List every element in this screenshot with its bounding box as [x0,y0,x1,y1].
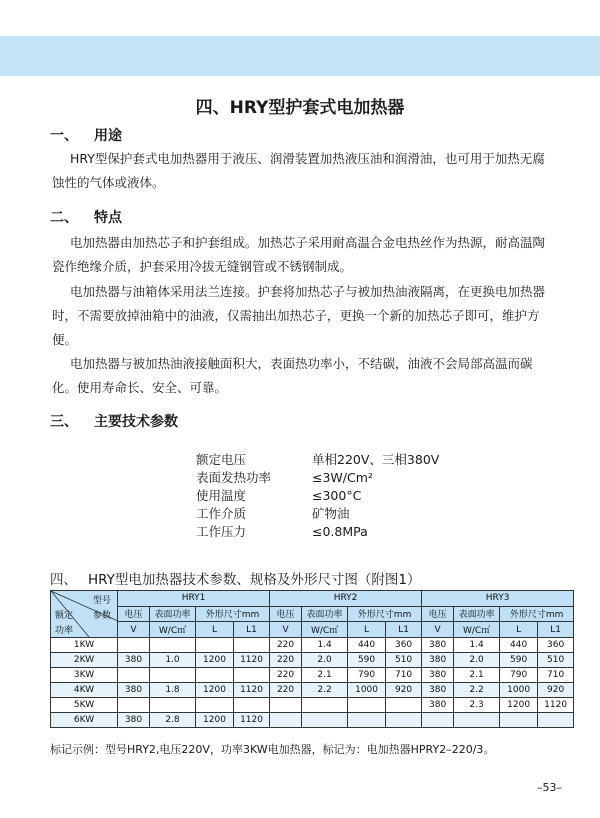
hry3-length-l-cell: 590 [500,653,538,668]
hry2-voltage-cell: 220 [270,653,302,668]
unit-l1: L1 [538,622,574,638]
hry2-voltage-cell: 220 [270,668,302,683]
hry1-length-l-cell [196,638,234,653]
unit-l1: L1 [386,622,422,638]
param-row [196,451,439,469]
hry3-length-l-cell: 1000 [500,683,538,698]
hry1-voltage-cell: 380 [118,713,150,728]
hry3-length-l1-cell: 710 [538,668,574,683]
table-header-row-units [51,622,574,638]
unit-v: V [422,622,454,638]
hry1-surface-power-cell [150,668,196,683]
hry3-length-l-cell [500,713,538,728]
hry3-surface-power-cell [454,713,500,728]
section-2-title: 特点 [94,210,122,226]
hry2-length-l1-cell [386,698,422,713]
hry1-voltage-cell: 380 [118,683,150,698]
page-number: –53– [537,781,562,794]
spec-table-body [51,638,574,728]
hry3-length-l1-cell: 920 [538,683,574,698]
table-row [51,653,574,668]
section-3-title: 主要技术参数 [94,414,178,430]
hry1-voltage-cell: 380 [118,653,150,668]
hry3-length-l1-cell [538,713,574,728]
hry3-surface-power-cell: 2.2 [454,683,500,698]
col-header-surface-power: 表面功率 [454,606,500,622]
hry1-voltage-cell [118,698,150,713]
section-2-heading [50,207,122,227]
section-3-heading [50,411,178,431]
hry2-voltage-cell: 220 [270,638,302,653]
power-cell: 2KW [51,653,118,668]
spec-params-list [196,451,439,541]
section-2-number: 二、 [50,210,78,226]
section-3-number: 三、 [50,414,78,430]
unit-w-per-cm2: W/C㎡ [150,622,196,638]
hry2-length-l1-cell: 510 [386,653,422,668]
hry1-surface-power-cell: 2.8 [150,713,196,728]
unit-w-per-cm2: W/C㎡ [302,622,348,638]
section-1-number: 一、 [50,128,78,144]
param-value: 矿物油 [312,506,350,521]
section-1-heading [50,125,122,145]
unit-w-per-cm2: W/C㎡ [454,622,500,638]
table-corner-cell [51,591,118,638]
hry3-length-l-cell: 1200 [500,698,538,713]
table-header-row-params [51,606,574,622]
table-header-row-models [51,591,574,607]
unit-l1: L1 [234,622,270,638]
hry2-voltage-cell [270,698,302,713]
hry1-length-l1-cell: 1120 [234,653,270,668]
corner-label-rated: 额定 [55,611,74,621]
table-row [51,713,574,728]
model-header-hry1: HRY1 [118,591,270,607]
col-header-dimensions: 外形尺寸mm [348,606,422,622]
col-header-voltage: 电压 [422,606,454,622]
hry3-length-l-cell: 440 [500,638,538,653]
hry2-length-l-cell: 790 [348,668,386,683]
param-label: 额定电压 [196,452,247,467]
hry2-surface-power-cell: 2.0 [302,653,348,668]
hry2-length-l1-cell [386,713,422,728]
hry2-surface-power-cell: 1.4 [302,638,348,653]
param-value: ≤300°C [312,488,362,503]
col-header-dimensions: 外形尺寸mm [196,606,270,622]
hry1-length-l-cell [196,698,234,713]
section-1-title: 用途 [94,128,122,144]
section-4-heading [50,568,421,588]
hry2-surface-power-cell [302,698,348,713]
hry3-length-l1-cell: 510 [538,653,574,668]
page-title: 四、HRY型护套式电加热器 [195,98,405,118]
hry2-surface-power-cell: 2.1 [302,668,348,683]
hry3-length-l-cell: 790 [500,668,538,683]
hry3-length-l1-cell: 1120 [538,698,574,713]
model-header-hry3: HRY3 [422,591,574,607]
col-header-voltage: 电压 [270,606,302,622]
hry2-length-l-cell [348,698,386,713]
section-2-paragraph-3: 电加热器与被加热油液接触面积大，表面热功率小，不结碳，油液不会局部高温而碳化。使用寿命长、安全、可靠。 [52,356,533,395]
hry3-surface-power-cell: 2.1 [454,668,500,683]
marking-example-note: 标记示例：型号HRY2,电压220V，功率3KW电加热器，标记为：电加热器HPRY2–220/3。 [50,743,495,756]
table-row [51,638,574,653]
power-cell: 6KW [51,713,118,728]
section-2-paragraph-1: 电加热器由加热芯子和护套组成。加热芯子采用耐高温合金电热丝作为热源，耐高温陶瓷作绝缘介质，护套采用冷拔无缝钢管或不锈钢制成。 [52,235,546,274]
hry2-voltage-cell [270,713,302,728]
unit-l: L [500,622,538,638]
hry2-length-l-cell: 1000 [348,683,386,698]
corner-label-param: 参数 [92,611,111,621]
table-row [51,668,574,683]
hry2-length-l1-cell: 710 [386,668,422,683]
hry2-surface-power-cell [302,713,348,728]
section-1-paragraph: HRY型保护套式电加热器用于液压、润滑装置加热液压油和润滑油，也可用于加热无腐蚀性的气体或液体。 [52,151,545,190]
power-cell: 1KW [51,638,118,653]
hry1-surface-power-cell: 1.8 [150,683,196,698]
section-2-paragraph-2: 电加热器与油箱体采用法兰连接。护套将加热芯子与被加热油液隔离，在更换电加热器时，不需要放掉油箱中的油液，仅需抽出加热芯子，更换一个新的加热芯子即可，维护方便。 [52,284,546,347]
hry3-voltage-cell: 380 [422,653,454,668]
hry1-surface-power-cell [150,698,196,713]
param-label: 工作压力 [196,524,247,539]
hry2-length-l-cell [348,713,386,728]
hry2-voltage-cell: 220 [270,683,302,698]
hry1-length-l1-cell [234,668,270,683]
param-value: ≤3W/Cm² [312,470,373,485]
hry1-length-l-cell: 1200 [196,713,234,728]
param-value: 单相220V、三相380V [312,452,440,467]
unit-v: V [118,622,150,638]
col-header-surface-power: 表面功率 [150,606,196,622]
hry2-surface-power-cell: 2.2 [302,683,348,698]
corner-label-power: 功率 [55,626,74,636]
hry1-length-l1-cell [234,638,270,653]
hry1-length-l-cell: 1200 [196,683,234,698]
table-row [51,683,574,698]
hry3-surface-power-cell: 1.4 [454,638,500,653]
corner-label-type: 型号 [92,596,111,606]
hry1-length-l1-cell: 1120 [234,713,270,728]
param-row [196,487,439,505]
hry1-surface-power-cell [150,638,196,653]
param-label: 工作介质 [196,506,247,521]
power-cell: 5KW [51,698,118,713]
power-cell: 4KW [51,683,118,698]
hry3-surface-power-cell: 2.3 [454,698,500,713]
section-4-title: HRY型电加热器技术参数、规格及外形尺寸图（附图1） [88,572,421,588]
col-header-voltage: 电压 [118,606,150,622]
hry1-surface-power-cell: 1.0 [150,653,196,668]
hry3-surface-power-cell: 2.0 [454,653,500,668]
hry2-length-l1-cell: 360 [386,638,422,653]
unit-l: L [348,622,386,638]
hry3-voltage-cell: 380 [422,698,454,713]
col-header-surface-power: 表面功率 [302,606,348,622]
table-row [51,698,574,713]
hry3-voltage-cell [422,713,454,728]
hry2-length-l-cell: 590 [348,653,386,668]
hry3-length-l1-cell: 360 [538,638,574,653]
section-4-number: 四、 [50,572,77,588]
hry1-length-l1-cell: 1120 [234,683,270,698]
hry3-voltage-cell: 380 [422,683,454,698]
unit-v: V [270,622,302,638]
param-row [196,469,439,487]
param-label: 表面发热功率 [196,470,272,485]
param-label: 使用温度 [196,488,247,503]
col-header-dimensions: 外形尺寸mm [500,606,574,622]
hry3-voltage-cell: 380 [422,668,454,683]
spec-table [50,590,574,728]
header-band [0,36,600,76]
param-row [196,505,439,523]
unit-l: L [196,622,234,638]
hry2-length-l1-cell: 920 [386,683,422,698]
model-header-hry2: HRY2 [270,591,422,607]
hry1-length-l-cell [196,668,234,683]
hry1-voltage-cell [118,668,150,683]
param-row [196,523,439,541]
param-value: ≤0.8MPa [312,524,368,539]
hry1-length-l-cell: 1200 [196,653,234,668]
hry3-voltage-cell: 380 [422,638,454,653]
hry1-voltage-cell [118,638,150,653]
hry1-length-l1-cell [234,698,270,713]
power-cell: 3KW [51,668,118,683]
hry2-length-l-cell: 440 [348,638,386,653]
